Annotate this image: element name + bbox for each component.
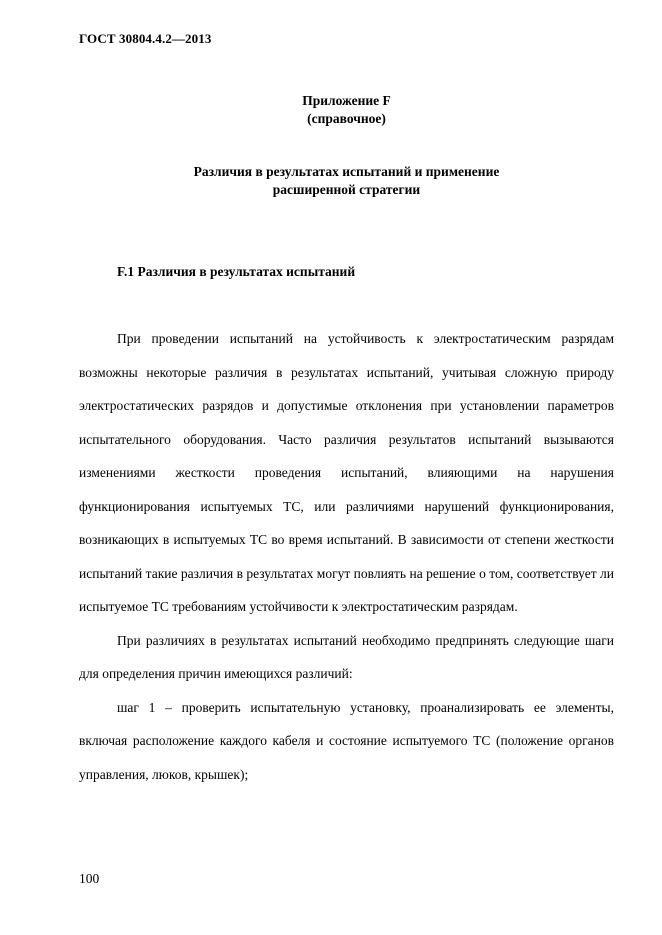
document-header: ГОСТ 30804.4.2—2013 bbox=[79, 31, 212, 46]
page-number: 100 bbox=[79, 871, 100, 886]
paragraph-3: шаг 1 – проверить испытательную установку, проанализировать ее элементы, включая расположение каждого кабеля и состояние испытуемого ТС (положение органов управления, люков, крышек); bbox=[79, 699, 614, 782]
section-title bbox=[79, 163, 614, 199]
paragraph-1: При проведении испытаний на устойчивость к электростатическим разрядам возможны некоторые различия в результатах испытаний, учитывая сложную природу электростатических разрядов и допустимые отклонения при установлении параметров испытательного оборудования. Часто различия результатов испытаний вызываются изменениями жесткости проведения испытаний, влияющими на нарушения функционирования испытуемых ТС, или различиями нарушений функционирования, возникающих в испытуемых ТС во время испытаний. В зависимости от степени жесткости испытаний такие различия в результатах могут повлиять на решение о том, соответствует ли испытуемое ТС требованиям устойчивости к электростатическим разрядам. bbox=[79, 331, 614, 614]
appendix-title: Приложение F bbox=[302, 93, 391, 108]
section-title-line-2: расширенной стратегии bbox=[272, 182, 421, 197]
appendix-subtitle: (справочное) bbox=[307, 111, 386, 126]
section-title-line-1: Различия в результатах испытаний и применение bbox=[193, 164, 500, 179]
body-text bbox=[79, 322, 614, 791]
subsection-title: F.1 Различия в результатах испытаний bbox=[117, 264, 356, 279]
appendix-heading bbox=[79, 92, 614, 128]
paragraph-2: При различиях в результатах испытаний необходимо предпринять следующие шаги для определения причин имеющихся различий: bbox=[79, 632, 614, 681]
